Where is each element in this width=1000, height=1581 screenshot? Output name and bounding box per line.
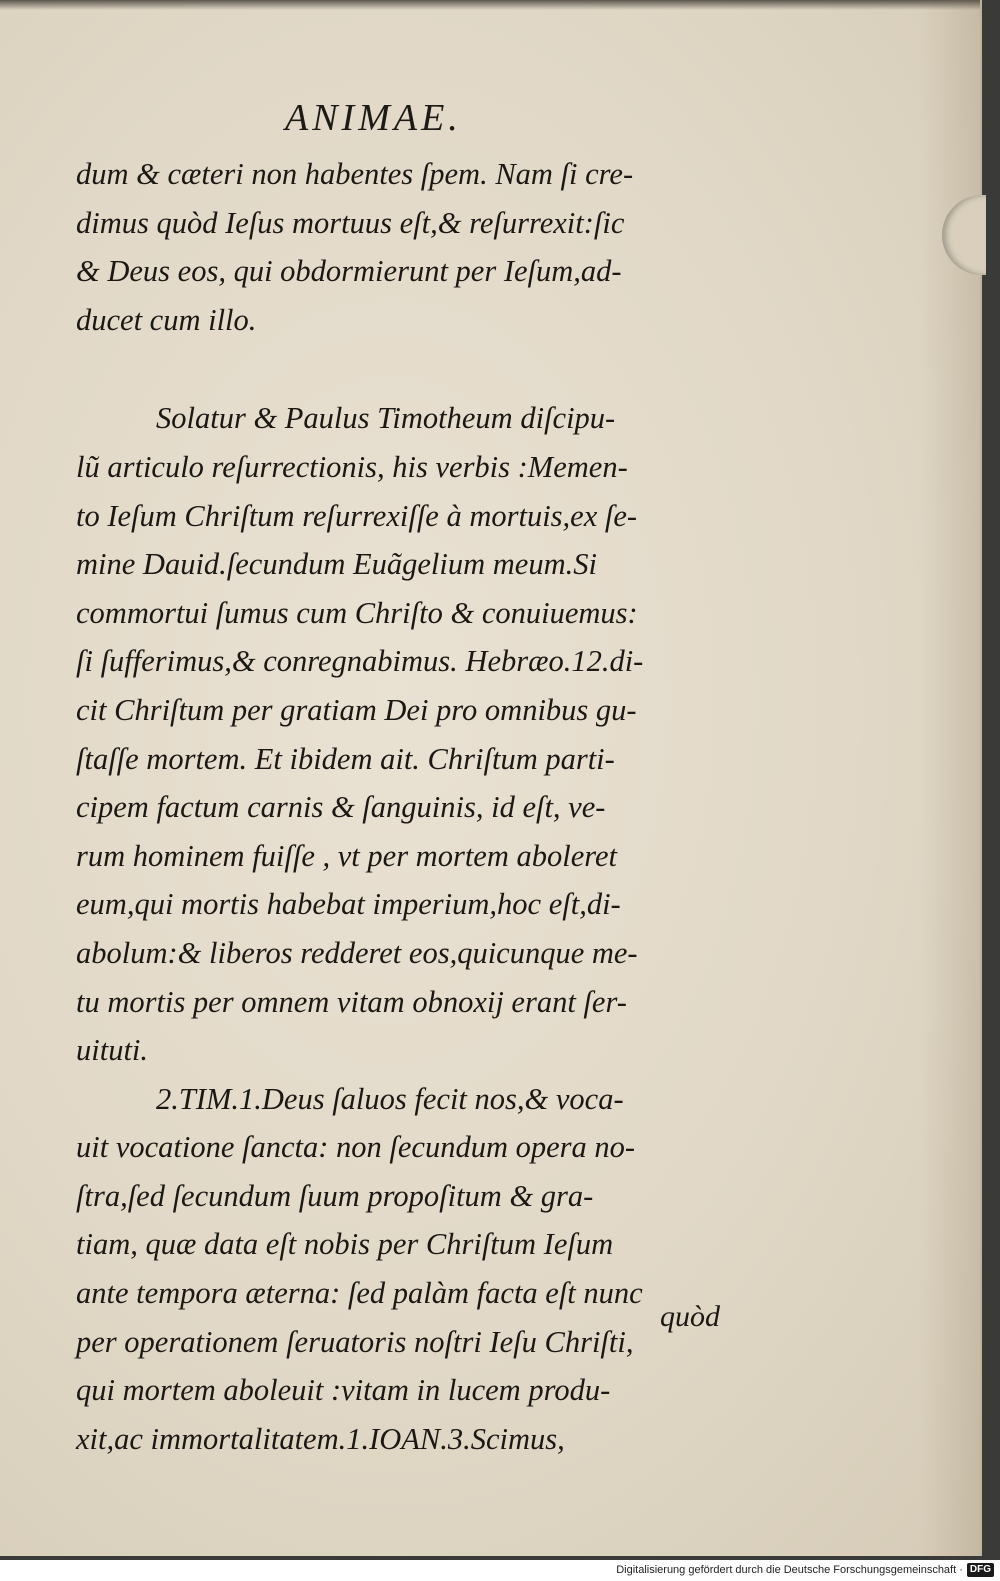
text-line: tu mortis per omnem vitam obnoxij erant ſer- bbox=[76, 984, 627, 1019]
text-line: rum hominem fuiſſe , vt per mortem aboleret bbox=[76, 838, 618, 873]
text-line: eum,qui mortis habebat imperium,hoc eſt,di- bbox=[76, 887, 621, 922]
dfg-logo: DFG bbox=[967, 1563, 994, 1577]
text-line: ſtra,ſed ſecundum ſuum propoſitum & gra- bbox=[76, 1178, 594, 1213]
text-line: abolum:& liberos redderet eos,quicunque me- bbox=[76, 935, 638, 970]
footer bbox=[0, 1560, 1000, 1581]
text-line: mine Dauid.ſecundum Euãgelium meum.Si bbox=[76, 547, 597, 582]
text-line: uit vocatione ſancta: non ſecundum opera no- bbox=[76, 1130, 636, 1165]
page-top-edge bbox=[0, 0, 980, 10]
catchword: quòd bbox=[660, 1300, 720, 1333]
text-line: xit,ac immortalitatem.1.IOAN.3.Scimus, bbox=[76, 1421, 565, 1456]
text-line: commortui ſumus cum Chriſto & conuiuemus: bbox=[76, 595, 638, 630]
text-block bbox=[76, 150, 736, 1463]
footer-credit: Digitalisierung gefördert durch die Deutsche Forschungsgemeinschaft · bbox=[616, 1564, 963, 1576]
text-line: ducet cum illo. bbox=[76, 302, 257, 337]
text-line: ſi ſufferimus,& conregnabimus. Hebræo.12.di- bbox=[76, 644, 644, 679]
text-line: to Ieſum Chriſtum reſurrexiſſe à mortuis,ex ſe- bbox=[76, 498, 638, 533]
text-line: tiam, quæ data eſt nobis per Chriſtum Ieſum bbox=[76, 1227, 614, 1262]
text-line: dum & cæteri non habentes ſpem. Nam ſi cre- bbox=[76, 157, 634, 191]
text-line: cit Chriſtum per gratiam Dei pro omnibus gu- bbox=[76, 692, 637, 727]
text-line: uituti. bbox=[76, 1033, 149, 1068]
text-line: dimus quòd Ieſus mortuus eſt,& reſurrexit:ſic bbox=[76, 205, 625, 240]
text-line: Solatur & Paulus Timotheum diſcipu- bbox=[156, 401, 616, 436]
text-line: ſtaſſe mortem. Et ibidem ait. Chriſtum parti- bbox=[76, 741, 615, 776]
paragraph-gap bbox=[76, 344, 736, 394]
text-line: ante tempora æterna: ſed palàm facta eſt nunc bbox=[76, 1276, 643, 1311]
text-line: per operationem ſeruatoris noſtri Ieſu Chriſti, bbox=[76, 1324, 634, 1359]
text-line: & Deus eos, qui obdormierunt per Ieſum,ad- bbox=[76, 254, 622, 289]
text-line: qui mortem aboleuit :vitam in lucem produ- bbox=[76, 1373, 611, 1408]
text-line: 2.TIM.1.Deus ſaluos fecit nos,& voca- bbox=[156, 1081, 624, 1116]
text-line: cipem factum carnis & ſanguinis, id eſt, ve- bbox=[76, 790, 606, 825]
running-title: ANIMAE. bbox=[285, 97, 462, 139]
text-line: lũ articulo reſurrectionis, his verbis :Memen- bbox=[76, 449, 628, 484]
